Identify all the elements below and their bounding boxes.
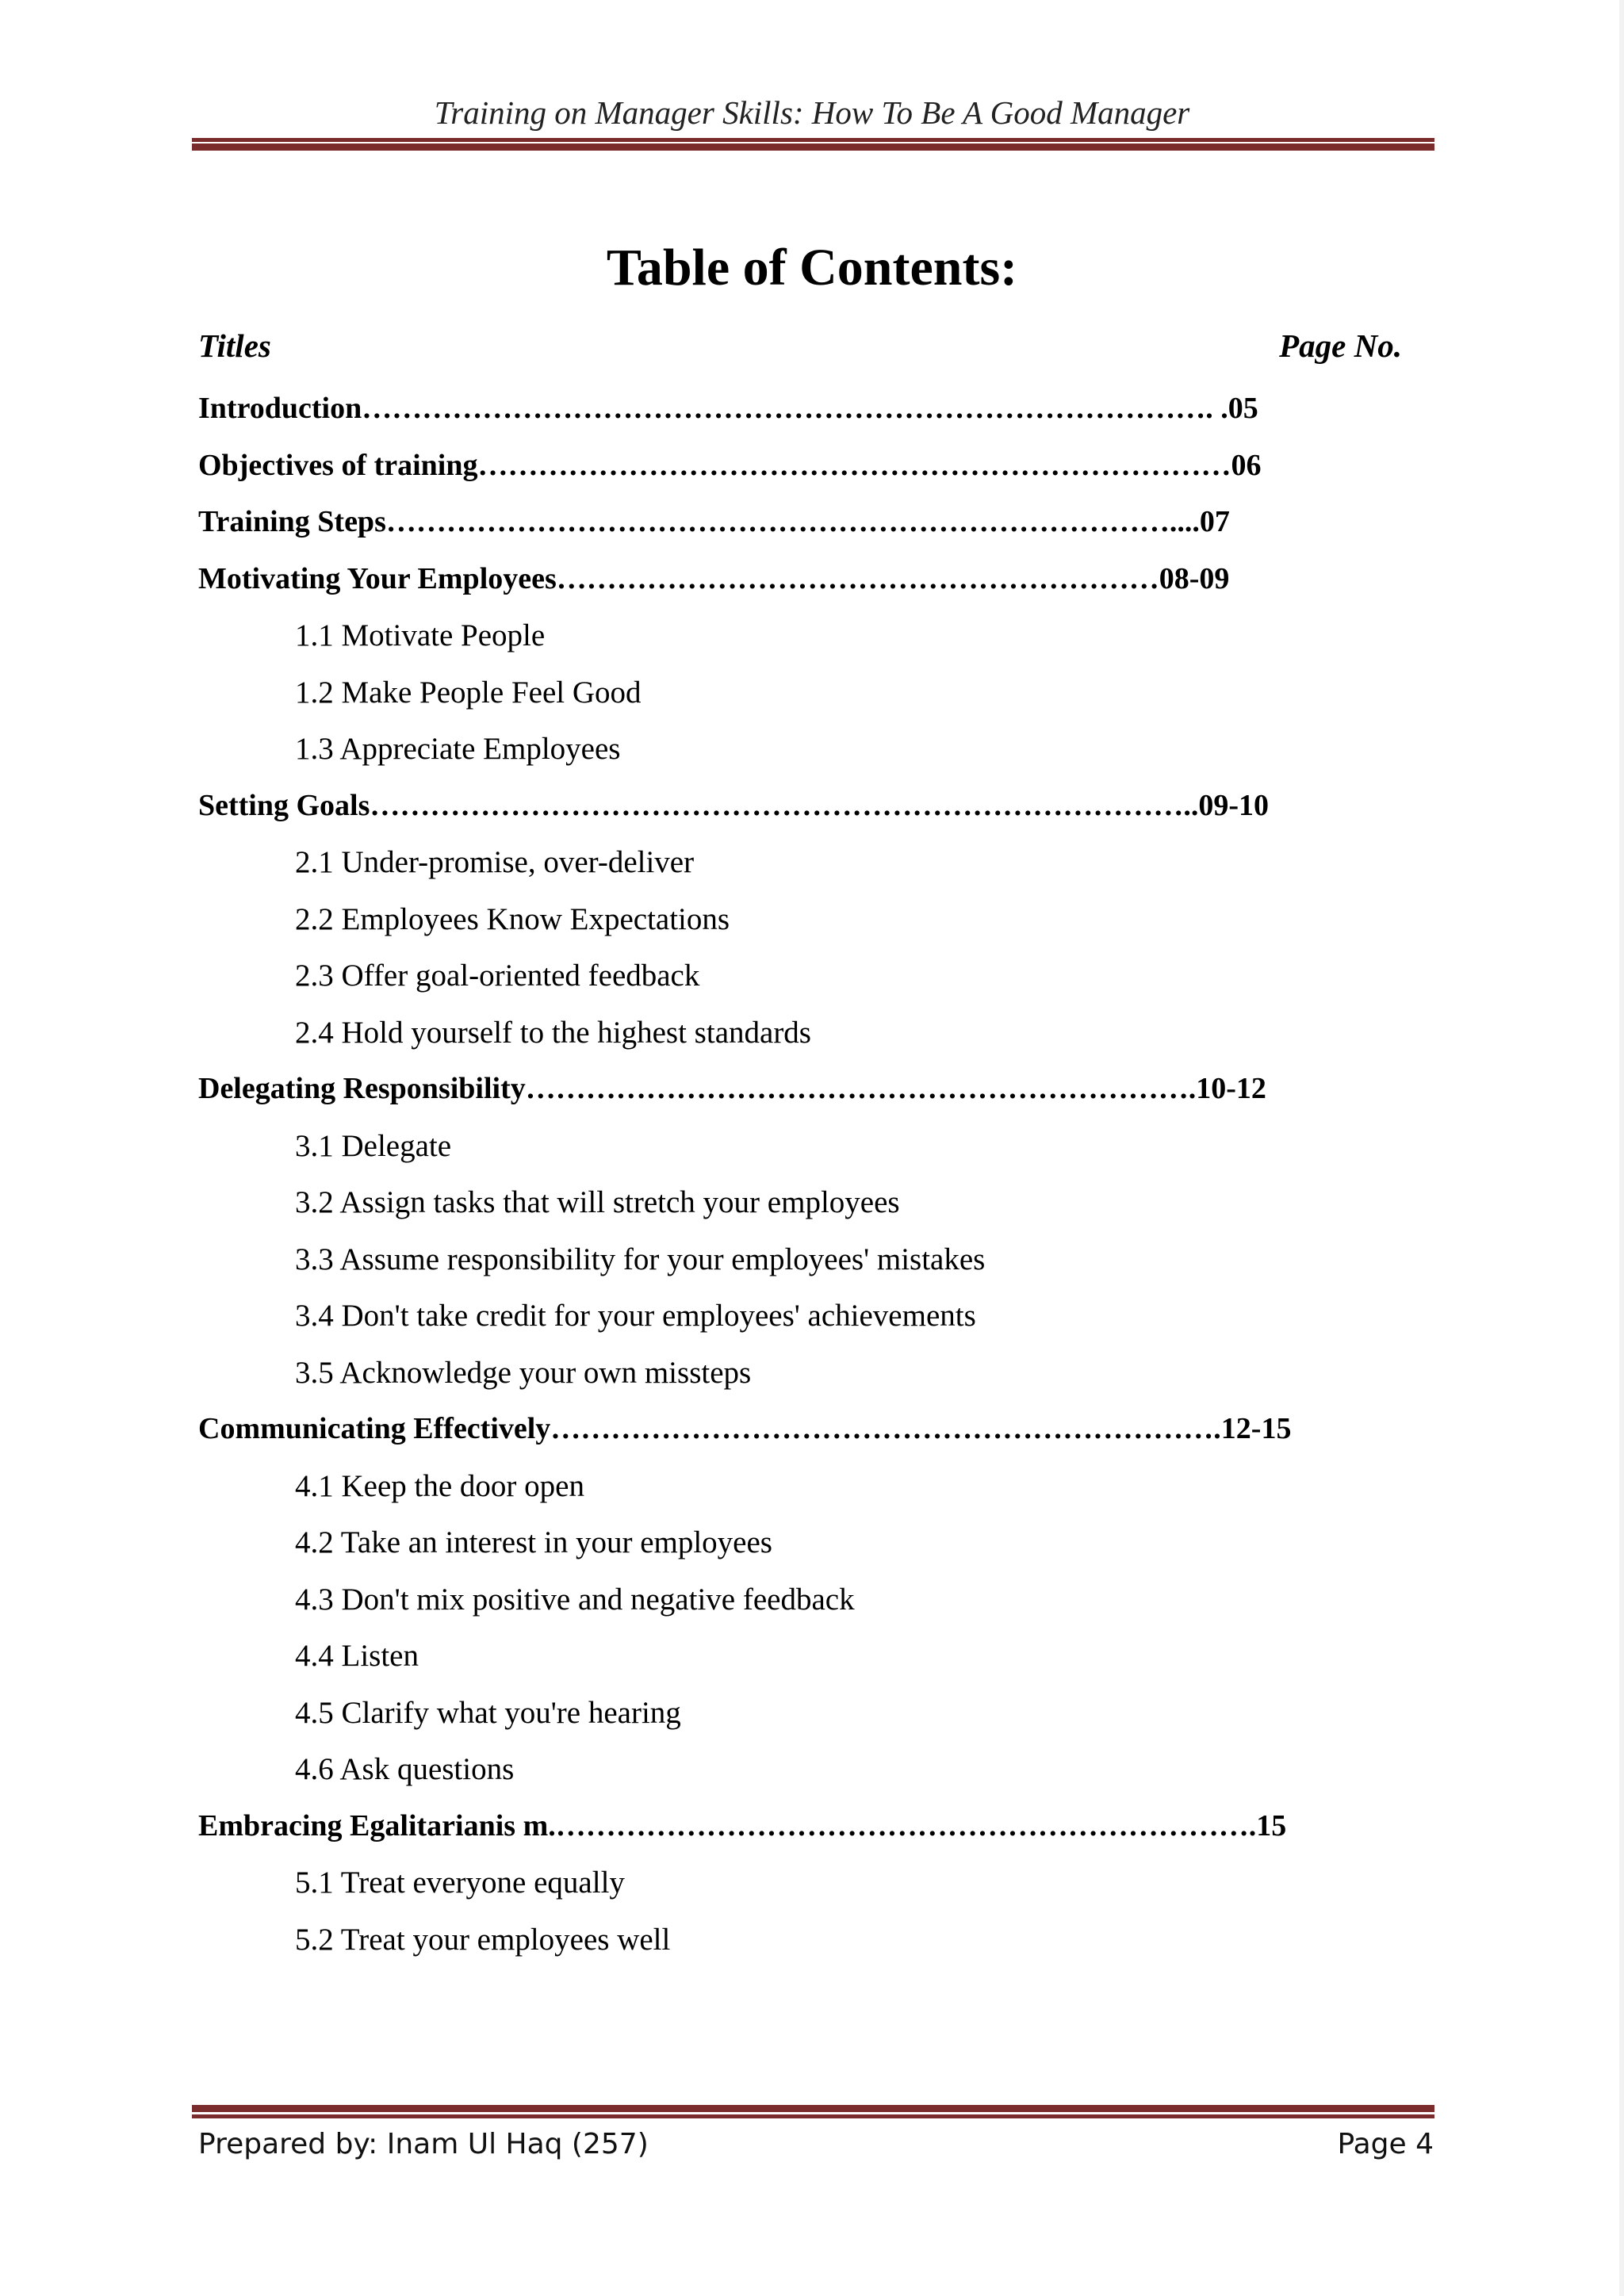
header-rule-thick bbox=[192, 144, 1434, 151]
toc-subentry: 4.6 Ask questions bbox=[295, 1752, 515, 1786]
toc-subentry: 5.2 Treat your employees well bbox=[295, 1922, 671, 1957]
toc-subentry: 1.1 Motivate People bbox=[295, 618, 546, 652]
toc-entry: Communicating Effectively………………………………………………………….12-15 bbox=[198, 1412, 1292, 1445]
toc-subentry: 3.2 Assign tasks that will stretch your employees bbox=[295, 1185, 900, 1219]
toc-entry: Embracing Egalitarianis m.…………………………………………………………….15 bbox=[198, 1808, 1287, 1843]
toc-subentry: 4.2 Take an interest in your employees bbox=[295, 1525, 772, 1559]
toc-subentry: 2.2 Employees Know Expectations bbox=[295, 901, 730, 936]
header-rule-thin bbox=[192, 138, 1434, 142]
toc-entry: Motivating Your Employees……………………………………………………08-09 bbox=[198, 561, 1230, 595]
toc-subentry: 5.1 Treat everyone equally bbox=[295, 1866, 625, 1900]
toc-column-titles: Titles bbox=[198, 327, 271, 364]
toc-entry: Setting Goals………………………………………………………………………..09-10 bbox=[198, 788, 1270, 822]
toc-subentry: 4.4 Listen bbox=[295, 1639, 419, 1673]
toc-subentry: 2.4 Hold yourself to the highest standards bbox=[295, 1015, 811, 1050]
toc-subentry: 4.1 Keep the door open bbox=[295, 1468, 584, 1503]
page-edge-shadow bbox=[1619, 0, 1624, 2296]
toc-heading: Table of Contents: bbox=[606, 239, 1018, 297]
toc-subentry: 3.4 Don't take credit for your employees' achievements bbox=[295, 1299, 976, 1333]
toc-subentry: 2.1 Under-promise, over-deliver bbox=[295, 845, 695, 879]
toc-subentry: 2.3 Offer goal-oriented feedback bbox=[295, 959, 700, 993]
toc-column-page-no: Page No. bbox=[1279, 327, 1402, 364]
toc-entry: Objectives of training…………………………………………………………………06 bbox=[198, 448, 1262, 482]
footer-rule-thick bbox=[192, 2105, 1434, 2112]
toc-subentry: 1.2 Make People Feel Good bbox=[295, 675, 642, 710]
footer-page-number: Page 4 bbox=[1337, 2128, 1434, 2160]
toc-entry: Delegating Responsibility………………………………………………………….10-12 bbox=[198, 1072, 1266, 1105]
toc-subentry: 3.5 Acknowledge your own missteps bbox=[295, 1355, 752, 1390]
toc-subentry: 4.3 Don't mix positive and negative feedback bbox=[295, 1582, 855, 1617]
toc-subentry: 3.1 Delegate bbox=[295, 1128, 452, 1163]
toc-entry: Introduction…………………………………………………………………………. .05 bbox=[198, 392, 1258, 425]
footer-prepared-by: Prepared by: Inam Ul Haq (257) bbox=[198, 2128, 649, 2160]
toc-subentry: 1.3 Appreciate Employees bbox=[295, 732, 621, 766]
running-header-title: Training on Manager Skills: How To Be A Good Manager bbox=[434, 94, 1190, 131]
footer-rule-thin bbox=[192, 2114, 1434, 2118]
toc-subentry: 4.5 Clarify what you're hearing bbox=[295, 1695, 681, 1730]
toc-list bbox=[198, 381, 1435, 1968]
toc-subentry: 3.3 Assume responsibility for your employees' mistakes bbox=[295, 1242, 986, 1276]
toc-entry: Training Steps……………………………………………………………………....07 bbox=[198, 505, 1230, 538]
